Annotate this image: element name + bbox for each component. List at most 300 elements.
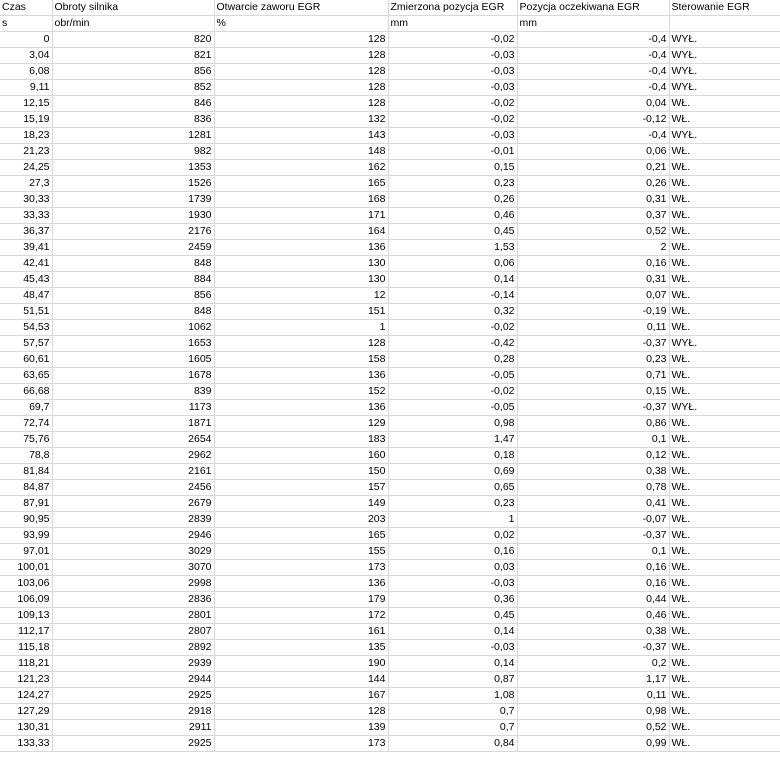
cell-measured-egr[interactable]: -0,05 <box>388 368 517 384</box>
cell-time[interactable]: 69,7 <box>0 400 52 416</box>
cell-time[interactable]: 90,95 <box>0 512 52 528</box>
cell-measured-egr[interactable]: 0,14 <box>388 272 517 288</box>
cell-measured-egr[interactable]: -0,01 <box>388 144 517 160</box>
cell-egr-control[interactable]: WŁ. <box>669 176 780 192</box>
unit-cell-measured-egr[interactable]: mm <box>388 16 517 32</box>
cell-rpm[interactable]: 3070 <box>52 560 214 576</box>
cell-egr-control[interactable]: WŁ. <box>669 496 780 512</box>
cell-expected-egr[interactable]: 0,16 <box>517 256 669 272</box>
cell-egr-control[interactable]: WŁ. <box>669 576 780 592</box>
cell-measured-egr[interactable]: 0,7 <box>388 704 517 720</box>
cell-measured-egr[interactable]: -0,02 <box>388 32 517 48</box>
cell-expected-egr[interactable]: -0,4 <box>517 32 669 48</box>
cell-egr-opening[interactable]: 190 <box>214 656 388 672</box>
cell-time[interactable]: 42,41 <box>0 256 52 272</box>
cell-expected-egr[interactable]: -0,4 <box>517 64 669 80</box>
cell-egr-control[interactable]: WŁ. <box>669 112 780 128</box>
cell-expected-egr[interactable]: 0,41 <box>517 496 669 512</box>
cell-egr-control[interactable]: WŁ. <box>669 224 780 240</box>
cell-egr-control[interactable]: WŁ. <box>669 656 780 672</box>
cell-measured-egr[interactable]: 0,26 <box>388 192 517 208</box>
cell-expected-egr[interactable]: 0,31 <box>517 192 669 208</box>
cell-time[interactable]: 109,13 <box>0 608 52 624</box>
cell-time[interactable]: 63,65 <box>0 368 52 384</box>
cell-expected-egr[interactable]: 0,23 <box>517 352 669 368</box>
cell-expected-egr[interactable]: 0,21 <box>517 160 669 176</box>
cell-rpm[interactable]: 1678 <box>52 368 214 384</box>
cell-measured-egr[interactable]: 0,23 <box>388 496 517 512</box>
cell-expected-egr[interactable]: -0,37 <box>517 400 669 416</box>
cell-egr-opening[interactable]: 167 <box>214 688 388 704</box>
cell-expected-egr[interactable]: 0,1 <box>517 544 669 560</box>
cell-egr-opening[interactable]: 130 <box>214 272 388 288</box>
cell-egr-opening[interactable]: 128 <box>214 96 388 112</box>
cell-measured-egr[interactable]: 0,36 <box>388 592 517 608</box>
table-row <box>0 608 780 624</box>
cell-rpm[interactable]: 2836 <box>52 592 214 608</box>
cell-rpm[interactable]: 856 <box>52 288 214 304</box>
unit-cell-rpm[interactable]: obr/min <box>52 16 214 32</box>
cell-egr-opening[interactable]: 161 <box>214 624 388 640</box>
cell-rpm[interactable]: 2807 <box>52 624 214 640</box>
cell-measured-egr[interactable]: 1,08 <box>388 688 517 704</box>
cell-egr-opening[interactable]: 139 <box>214 720 388 736</box>
unit-cell-expected-egr[interactable]: mm <box>517 16 669 32</box>
cell-egr-opening[interactable]: 168 <box>214 192 388 208</box>
cell-egr-opening[interactable]: 136 <box>214 576 388 592</box>
cell-measured-egr[interactable]: 0,03 <box>388 560 517 576</box>
cell-egr-opening[interactable]: 152 <box>214 384 388 400</box>
cell-time[interactable]: 60,61 <box>0 352 52 368</box>
cell-egr-opening[interactable]: 136 <box>214 368 388 384</box>
cell-rpm[interactable]: 836 <box>52 112 214 128</box>
cell-time[interactable]: 3,04 <box>0 48 52 64</box>
cell-egr-control[interactable]: WŁ. <box>669 640 780 656</box>
cell-expected-egr[interactable]: 0,26 <box>517 176 669 192</box>
cell-expected-egr[interactable]: 0,52 <box>517 720 669 736</box>
cell-expected-egr[interactable]: 0,71 <box>517 368 669 384</box>
cell-egr-control[interactable]: WŁ. <box>669 736 780 752</box>
cell-egr-control[interactable]: WYŁ. <box>669 48 780 64</box>
cell-time[interactable]: 118,21 <box>0 656 52 672</box>
cell-time[interactable]: 0 <box>0 32 52 48</box>
table-row <box>0 544 780 560</box>
cell-egr-opening[interactable]: 128 <box>214 32 388 48</box>
table-row <box>0 240 780 256</box>
cell-rpm[interactable]: 2998 <box>52 576 214 592</box>
cell-egr-control[interactable]: WŁ. <box>669 160 780 176</box>
cell-egr-opening[interactable]: 135 <box>214 640 388 656</box>
cell-time[interactable]: 66,68 <box>0 384 52 400</box>
cell-measured-egr[interactable]: 0,69 <box>388 464 517 480</box>
cell-rpm[interactable]: 1739 <box>52 192 214 208</box>
table-row <box>0 368 780 384</box>
table-row <box>0 736 780 752</box>
cell-egr-control[interactable]: WŁ. <box>669 512 780 528</box>
cell-measured-egr[interactable]: 0,15 <box>388 160 517 176</box>
cell-expected-egr[interactable]: -0,37 <box>517 640 669 656</box>
cell-time[interactable]: 115,18 <box>0 640 52 656</box>
cell-expected-egr[interactable]: 2 <box>517 240 669 256</box>
cell-expected-egr[interactable]: 0,52 <box>517 224 669 240</box>
table-row <box>0 560 780 576</box>
cell-expected-egr[interactable]: 0,78 <box>517 480 669 496</box>
cell-egr-opening[interactable]: 165 <box>214 528 388 544</box>
cell-egr-opening[interactable]: 162 <box>214 160 388 176</box>
cell-time[interactable]: 112,17 <box>0 624 52 640</box>
cell-measured-egr[interactable]: 0,7 <box>388 720 517 736</box>
cell-time[interactable]: 133,33 <box>0 736 52 752</box>
cell-rpm[interactable]: 2456 <box>52 480 214 496</box>
cell-egr-control[interactable]: WŁ. <box>669 720 780 736</box>
cell-time[interactable]: 39,41 <box>0 240 52 256</box>
header-cell-time[interactable]: Czas <box>0 0 52 16</box>
cell-egr-control[interactable]: WŁ. <box>669 528 780 544</box>
cell-egr-control[interactable]: WŁ. <box>669 608 780 624</box>
cell-measured-egr[interactable]: 0,16 <box>388 544 517 560</box>
header-cell-expected-egr[interactable]: Pozycja oczekiwana EGR <box>517 0 669 16</box>
cell-time[interactable]: 36,37 <box>0 224 52 240</box>
cell-time[interactable]: 97,01 <box>0 544 52 560</box>
cell-egr-control[interactable]: WŁ. <box>669 304 780 320</box>
cell-time[interactable]: 127,29 <box>0 704 52 720</box>
cell-egr-opening[interactable]: 132 <box>214 112 388 128</box>
cell-egr-control[interactable]: WŁ. <box>669 688 780 704</box>
cell-time[interactable]: 100,01 <box>0 560 52 576</box>
cell-expected-egr[interactable]: 0,38 <box>517 624 669 640</box>
cell-expected-egr[interactable]: -0,19 <box>517 304 669 320</box>
cell-expected-egr[interactable]: 0,99 <box>517 736 669 752</box>
cell-time[interactable]: 6,08 <box>0 64 52 80</box>
cell-time[interactable]: 57,57 <box>0 336 52 352</box>
cell-measured-egr[interactable]: -0,03 <box>388 128 517 144</box>
cell-measured-egr[interactable]: 1,53 <box>388 240 517 256</box>
cell-measured-egr[interactable]: -0,42 <box>388 336 517 352</box>
cell-time[interactable]: 75,76 <box>0 432 52 448</box>
cell-egr-control[interactable]: WŁ. <box>669 432 780 448</box>
cell-time[interactable]: 9,11 <box>0 80 52 96</box>
cell-time[interactable]: 81,84 <box>0 464 52 480</box>
cell-expected-egr[interactable]: 0,16 <box>517 576 669 592</box>
cell-expected-egr[interactable]: 0,16 <box>517 560 669 576</box>
cell-egr-opening[interactable]: 165 <box>214 176 388 192</box>
cell-rpm[interactable]: 3029 <box>52 544 214 560</box>
cell-measured-egr[interactable]: -0,03 <box>388 640 517 656</box>
cell-expected-egr[interactable]: -0,4 <box>517 128 669 144</box>
cell-rpm[interactable]: 1653 <box>52 336 214 352</box>
cell-measured-egr[interactable]: 0,32 <box>388 304 517 320</box>
cell-expected-egr[interactable]: 0,06 <box>517 144 669 160</box>
cell-expected-egr[interactable]: 0,86 <box>517 416 669 432</box>
cell-egr-opening[interactable]: 164 <box>214 224 388 240</box>
unit-cell-time[interactable]: s <box>0 16 52 32</box>
cell-measured-egr[interactable]: -0,03 <box>388 80 517 96</box>
cell-time[interactable]: 84,87 <box>0 480 52 496</box>
cell-rpm[interactable]: 1353 <box>52 160 214 176</box>
cell-rpm[interactable]: 852 <box>52 80 214 96</box>
cell-expected-egr[interactable]: -0,12 <box>517 112 669 128</box>
cell-egr-opening[interactable]: 160 <box>214 448 388 464</box>
cell-expected-egr[interactable]: 1,17 <box>517 672 669 688</box>
cell-rpm[interactable]: 2962 <box>52 448 214 464</box>
table-row <box>0 208 780 224</box>
cell-time[interactable]: 45,43 <box>0 272 52 288</box>
cell-rpm[interactable]: 1871 <box>52 416 214 432</box>
cell-time[interactable]: 30,33 <box>0 192 52 208</box>
header-cell-rpm[interactable]: Obroty silnika <box>52 0 214 16</box>
cell-egr-control[interactable]: WŁ. <box>669 272 780 288</box>
cell-rpm[interactable]: 848 <box>52 304 214 320</box>
cell-time[interactable]: 21,23 <box>0 144 52 160</box>
cell-rpm[interactable]: 1605 <box>52 352 214 368</box>
header-cell-egr-control[interactable]: Sterowanie EGR <box>669 0 780 16</box>
cell-measured-egr[interactable]: -0,03 <box>388 576 517 592</box>
cell-expected-egr[interactable]: -0,4 <box>517 48 669 64</box>
cell-measured-egr[interactable]: 0,23 <box>388 176 517 192</box>
cell-egr-opening[interactable]: 136 <box>214 400 388 416</box>
cell-expected-egr[interactable]: 0,15 <box>517 384 669 400</box>
cell-egr-opening[interactable]: 149 <box>214 496 388 512</box>
cell-rpm[interactable]: 2839 <box>52 512 214 528</box>
cell-rpm[interactable]: 839 <box>52 384 214 400</box>
cell-egr-opening[interactable]: 129 <box>214 416 388 432</box>
cell-egr-opening[interactable]: 12 <box>214 288 388 304</box>
cell-time[interactable]: 72,74 <box>0 416 52 432</box>
cell-egr-control[interactable]: WŁ. <box>669 464 780 480</box>
cell-egr-opening[interactable]: 128 <box>214 336 388 352</box>
cell-measured-egr[interactable]: 0,14 <box>388 624 517 640</box>
cell-rpm[interactable]: 2892 <box>52 640 214 656</box>
cell-expected-egr[interactable]: 0,98 <box>517 704 669 720</box>
cell-measured-egr[interactable]: 0,84 <box>388 736 517 752</box>
cell-egr-opening[interactable]: 136 <box>214 240 388 256</box>
cell-egr-control[interactable]: WŁ. <box>669 624 780 640</box>
cell-measured-egr[interactable]: 0,45 <box>388 224 517 240</box>
cell-rpm[interactable]: 1526 <box>52 176 214 192</box>
cell-measured-egr[interactable]: 0,45 <box>388 608 517 624</box>
cell-time[interactable]: 78,8 <box>0 448 52 464</box>
cell-rpm[interactable]: 1281 <box>52 128 214 144</box>
cell-egr-control[interactable]: WYŁ. <box>669 80 780 96</box>
cell-rpm[interactable]: 2654 <box>52 432 214 448</box>
cell-measured-egr[interactable]: -0,02 <box>388 384 517 400</box>
cell-rpm[interactable]: 884 <box>52 272 214 288</box>
cell-egr-opening[interactable]: 183 <box>214 432 388 448</box>
cell-egr-control[interactable]: WŁ. <box>669 704 780 720</box>
table-row <box>0 112 780 128</box>
cell-measured-egr[interactable]: 1 <box>388 512 517 528</box>
cell-egr-opening[interactable]: 203 <box>214 512 388 528</box>
cell-expected-egr[interactable]: -0,37 <box>517 528 669 544</box>
cell-egr-opening[interactable]: 128 <box>214 80 388 96</box>
cell-egr-control[interactable]: WYŁ. <box>669 400 780 416</box>
cell-measured-egr[interactable]: -0,14 <box>388 288 517 304</box>
cell-expected-egr[interactable]: 0,2 <box>517 656 669 672</box>
cell-measured-egr[interactable]: 0,98 <box>388 416 517 432</box>
cell-rpm[interactable]: 1930 <box>52 208 214 224</box>
cell-time[interactable]: 121,23 <box>0 672 52 688</box>
cell-egr-opening[interactable]: 173 <box>214 736 388 752</box>
cell-egr-control[interactable]: WŁ. <box>669 560 780 576</box>
cell-egr-opening[interactable]: 128 <box>214 704 388 720</box>
cell-egr-control[interactable]: WYŁ. <box>669 64 780 80</box>
cell-expected-egr[interactable]: 0,38 <box>517 464 669 480</box>
cell-measured-egr[interactable]: -0,02 <box>388 112 517 128</box>
cell-rpm[interactable]: 2459 <box>52 240 214 256</box>
cell-expected-egr[interactable]: 0,1 <box>517 432 669 448</box>
cell-time[interactable]: 103,06 <box>0 576 52 592</box>
cell-egr-opening[interactable]: 172 <box>214 608 388 624</box>
table-row <box>0 448 780 464</box>
cell-measured-egr[interactable]: 0,14 <box>388 656 517 672</box>
cell-time[interactable]: 93,99 <box>0 528 52 544</box>
table-row <box>0 176 780 192</box>
cell-rpm[interactable]: 821 <box>52 48 214 64</box>
cell-measured-egr[interactable]: 0,87 <box>388 672 517 688</box>
unit-cell-egr-control[interactable] <box>669 16 780 32</box>
header-cell-egr-opening[interactable]: Otwarcie zaworu EGR <box>214 0 388 16</box>
cell-time[interactable]: 12,15 <box>0 96 52 112</box>
cell-time[interactable]: 124,27 <box>0 688 52 704</box>
cell-egr-control[interactable]: WŁ. <box>669 672 780 688</box>
cell-egr-control[interactable]: WYŁ. <box>669 336 780 352</box>
cell-egr-opening[interactable]: 130 <box>214 256 388 272</box>
cell-egr-control[interactable]: WŁ. <box>669 320 780 336</box>
table-row <box>0 320 780 336</box>
cell-measured-egr[interactable]: -0,05 <box>388 400 517 416</box>
cell-rpm[interactable]: 1173 <box>52 400 214 416</box>
cell-egr-control[interactable]: WŁ. <box>669 480 780 496</box>
cell-time[interactable]: 27,3 <box>0 176 52 192</box>
cell-time[interactable]: 106,09 <box>0 592 52 608</box>
table-row <box>0 512 780 528</box>
cell-rpm[interactable]: 2161 <box>52 464 214 480</box>
table-row <box>0 416 780 432</box>
cell-rpm[interactable]: 848 <box>52 256 214 272</box>
cell-egr-control[interactable]: WŁ. <box>669 352 780 368</box>
cell-egr-opening[interactable]: 179 <box>214 592 388 608</box>
cell-time[interactable]: 24,25 <box>0 160 52 176</box>
cell-time[interactable]: 33,33 <box>0 208 52 224</box>
cell-egr-control[interactable]: WŁ. <box>669 384 780 400</box>
cell-rpm[interactable]: 2679 <box>52 496 214 512</box>
cell-rpm[interactable]: 2925 <box>52 736 214 752</box>
cell-egr-opening[interactable]: 157 <box>214 480 388 496</box>
cell-egr-opening[interactable]: 158 <box>214 352 388 368</box>
cell-egr-opening[interactable]: 171 <box>214 208 388 224</box>
cell-egr-control[interactable]: WŁ. <box>669 240 780 256</box>
cell-time[interactable]: 54,53 <box>0 320 52 336</box>
cell-expected-egr[interactable]: 0,11 <box>517 688 669 704</box>
cell-expected-egr[interactable]: 0,12 <box>517 448 669 464</box>
cell-egr-control[interactable]: WŁ. <box>669 208 780 224</box>
cell-rpm[interactable]: 2176 <box>52 224 214 240</box>
cell-expected-egr[interactable]: 0,04 <box>517 96 669 112</box>
cell-rpm[interactable]: 2925 <box>52 688 214 704</box>
cell-rpm[interactable]: 982 <box>52 144 214 160</box>
cell-measured-egr[interactable]: -0,03 <box>388 48 517 64</box>
cell-expected-egr[interactable]: 0,31 <box>517 272 669 288</box>
cell-measured-egr[interactable]: 0,28 <box>388 352 517 368</box>
cell-egr-opening[interactable]: 173 <box>214 560 388 576</box>
cell-time[interactable]: 130,31 <box>0 720 52 736</box>
cell-rpm[interactable]: 846 <box>52 96 214 112</box>
cell-rpm[interactable]: 2946 <box>52 528 214 544</box>
cell-egr-control[interactable]: WYŁ. <box>669 128 780 144</box>
cell-egr-control[interactable]: WŁ. <box>669 544 780 560</box>
cell-expected-egr[interactable]: 0,44 <box>517 592 669 608</box>
cell-time[interactable]: 87,91 <box>0 496 52 512</box>
cell-egr-control[interactable]: WŁ. <box>669 368 780 384</box>
cell-egr-control[interactable]: WŁ. <box>669 192 780 208</box>
cell-egr-control[interactable]: WŁ. <box>669 448 780 464</box>
table-row <box>0 480 780 496</box>
table-row <box>0 672 780 688</box>
cell-expected-egr[interactable]: -0,37 <box>517 336 669 352</box>
cell-egr-control[interactable]: WŁ. <box>669 144 780 160</box>
cell-expected-egr[interactable]: 0,46 <box>517 608 669 624</box>
cell-egr-control[interactable]: WŁ. <box>669 96 780 112</box>
cell-measured-egr[interactable]: 0,02 <box>388 528 517 544</box>
cell-expected-egr[interactable]: -0,4 <box>517 80 669 96</box>
cell-egr-opening[interactable]: 143 <box>214 128 388 144</box>
cell-egr-control[interactable]: WYŁ. <box>669 32 780 48</box>
cell-time[interactable]: 18,23 <box>0 128 52 144</box>
cell-egr-opening[interactable]: 148 <box>214 144 388 160</box>
cell-expected-egr[interactable]: 0,11 <box>517 320 669 336</box>
table-row <box>0 224 780 240</box>
cell-expected-egr[interactable]: -0,07 <box>517 512 669 528</box>
cell-measured-egr[interactable]: -0,02 <box>388 96 517 112</box>
cell-rpm[interactable]: 2911 <box>52 720 214 736</box>
cell-time[interactable]: 48,47 <box>0 288 52 304</box>
cell-egr-opening[interactable]: 155 <box>214 544 388 560</box>
cell-egr-control[interactable]: WŁ. <box>669 288 780 304</box>
cell-egr-opening[interactable]: 144 <box>214 672 388 688</box>
cell-rpm[interactable]: 1062 <box>52 320 214 336</box>
cell-measured-egr[interactable]: 0,18 <box>388 448 517 464</box>
cell-measured-egr[interactable]: 0,46 <box>388 208 517 224</box>
cell-egr-control[interactable]: WŁ. <box>669 416 780 432</box>
cell-egr-opening[interactable]: 128 <box>214 48 388 64</box>
cell-rpm[interactable]: 2939 <box>52 656 214 672</box>
cell-egr-opening[interactable]: 150 <box>214 464 388 480</box>
cell-measured-egr[interactable]: -0,03 <box>388 64 517 80</box>
table-row <box>0 352 780 368</box>
cell-egr-opening[interactable]: 128 <box>214 64 388 80</box>
cell-measured-egr[interactable]: 0,65 <box>388 480 517 496</box>
cell-measured-egr[interactable]: 0,06 <box>388 256 517 272</box>
cell-rpm[interactable]: 2801 <box>52 608 214 624</box>
cell-expected-egr[interactable]: 0,37 <box>517 208 669 224</box>
cell-rpm[interactable]: 820 <box>52 32 214 48</box>
cell-rpm[interactable]: 2918 <box>52 704 214 720</box>
cell-time[interactable]: 15,19 <box>0 112 52 128</box>
cell-rpm[interactable]: 2944 <box>52 672 214 688</box>
unit-cell-egr-opening[interactable]: % <box>214 16 388 32</box>
cell-expected-egr[interactable]: 0,07 <box>517 288 669 304</box>
table-row <box>0 32 780 48</box>
cell-time[interactable]: 51,51 <box>0 304 52 320</box>
cell-measured-egr[interactable]: 1,47 <box>388 432 517 448</box>
cell-egr-opening[interactable]: 1 <box>214 320 388 336</box>
cell-egr-control[interactable]: WŁ. <box>669 592 780 608</box>
cell-egr-control[interactable]: WŁ. <box>669 256 780 272</box>
header-cell-measured-egr[interactable]: Zmierzona pozycja EGR <box>388 0 517 16</box>
cell-rpm[interactable]: 856 <box>52 64 214 80</box>
cell-egr-opening[interactable]: 151 <box>214 304 388 320</box>
cell-measured-egr[interactable]: -0,02 <box>388 320 517 336</box>
